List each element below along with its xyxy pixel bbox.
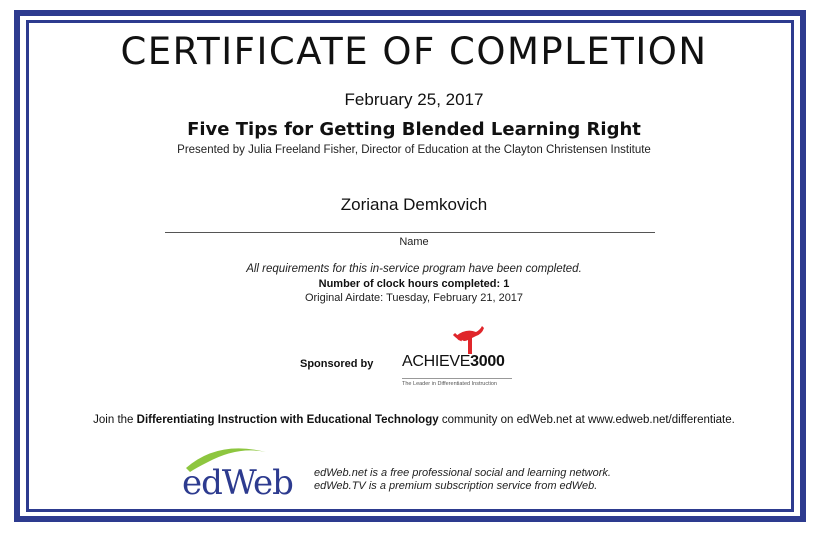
name-signature-line (165, 232, 655, 233)
community-suffix: community on edWeb.net at www.edweb.net/differentiate. (438, 414, 735, 426)
edweb-description (314, 467, 611, 493)
sponsor-logo-rule (402, 378, 512, 379)
community-name: Differentiating Instruction with Educational Technology (136, 414, 439, 426)
sponsor-name-part1: ACHIEVE (402, 353, 471, 370)
webinar-title: Five Tips for Getting Blended Learning Right (187, 119, 641, 140)
clock-hours: Number of clock hours completed: 1 (318, 278, 510, 290)
edweb-description-line-2: edWeb.TV is a premium subscription service from edWeb. (314, 480, 598, 492)
sponsored-by-label: Sponsored by (300, 358, 374, 370)
edweb-logo-text: edWeb (182, 463, 293, 503)
name-label: Name (399, 236, 429, 248)
sponsor-tagline: The Leader in Differentiated Instruction (402, 381, 497, 387)
certificate-date: February 25, 2017 (344, 90, 484, 109)
community-prefix: Join the (93, 414, 137, 426)
certificate-title: CERTIFICATE OF COMPLETION (120, 30, 708, 73)
presenter-line: Presented by Julia Freeland Fisher, Director of Education at the Clayton Christensen Institute (177, 144, 651, 156)
sponsor-logo-text (402, 353, 505, 371)
requirements-statement: All requirements for this in-service program have been completed. (246, 263, 582, 275)
edweb-description-line-1: edWeb.net is a free professional social and learning network. (314, 467, 611, 479)
community-invitation (0, 414, 828, 426)
recipient-name: Zoriana Demkovich (340, 195, 488, 214)
original-airdate: Original Airdate: Tuesday, February 21, 2017 (304, 292, 524, 304)
sponsor-name-part2: 3000 (470, 353, 505, 370)
